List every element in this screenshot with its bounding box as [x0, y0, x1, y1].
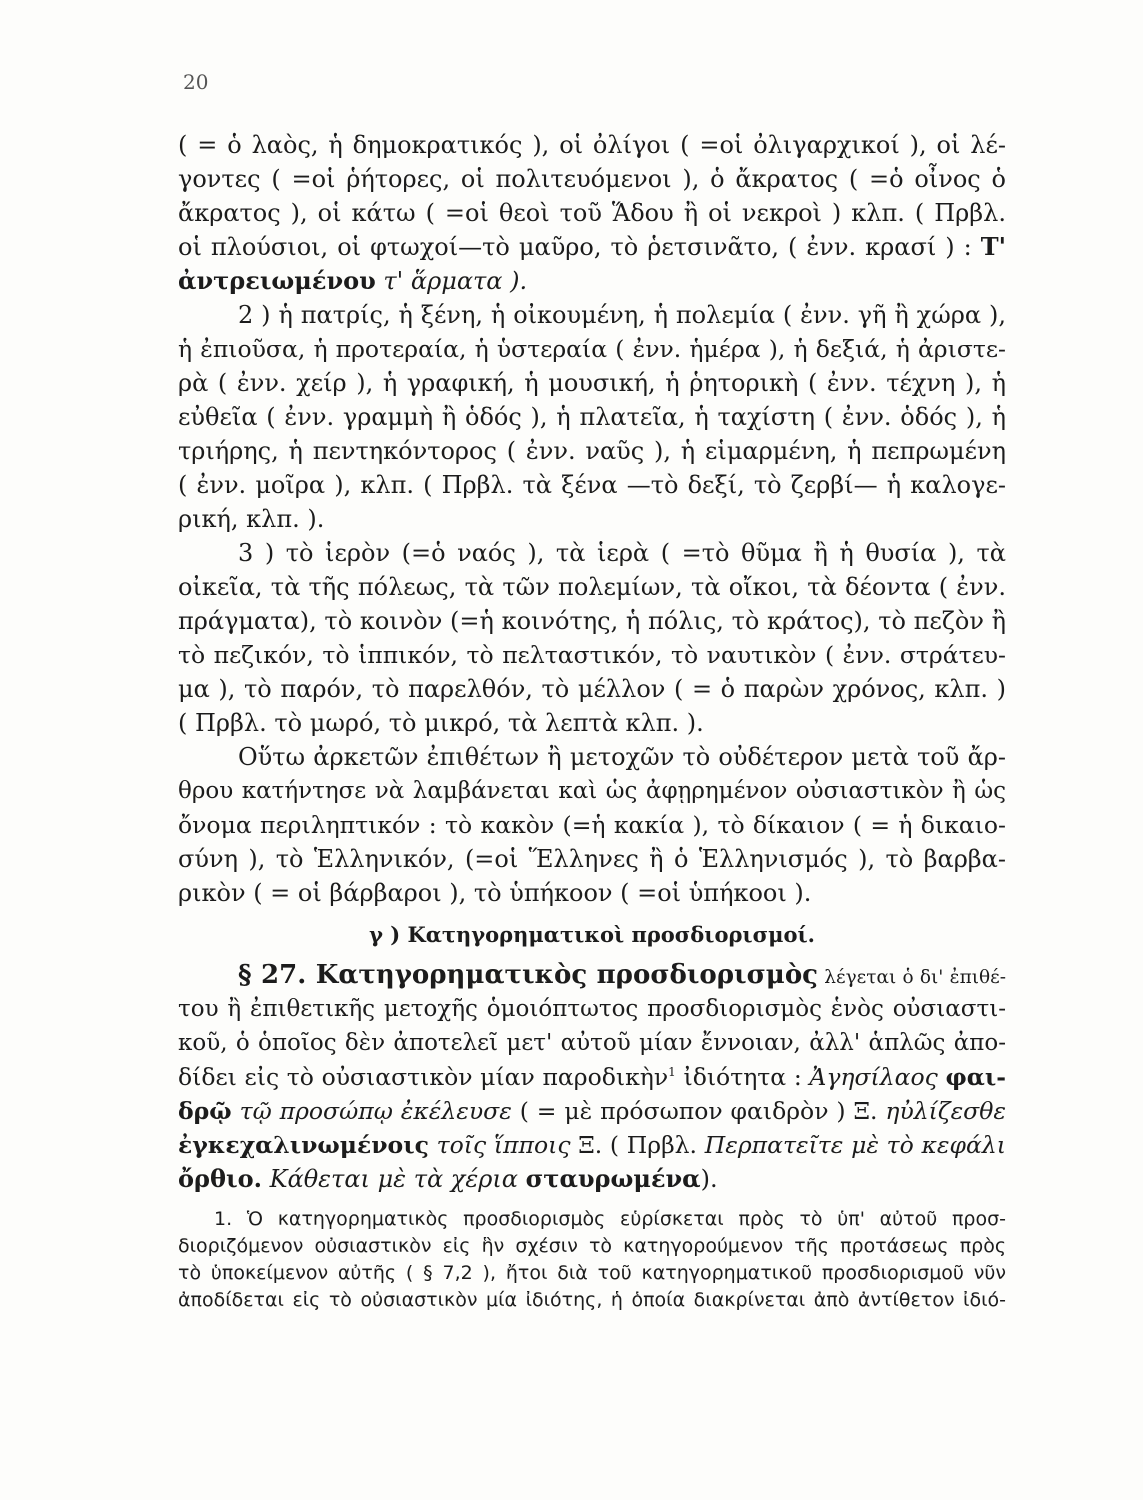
bold-quote: Τ': [980, 232, 1006, 261]
text-line: [178, 230, 1006, 264]
text-line: 3 ) τὸ ἱερὸν (=ὁ ναός ), τὰ ἱερὰ ( =τὸ θῦμα ἢ ἡ θυσία ), τὰ: [238, 539, 1006, 567]
text-line: γοντες ( =οἱ ῥήτορες, οἱ πολιτευόμενοι ), ὁ ἄκρατος ( =ὁ οἶνος ὁ: [178, 165, 1006, 193]
text-line: [178, 1060, 1006, 1094]
text-line: του ἢ ἐπιθετικῆς μετοχῆς ὁμοιόπτωτος προσδιορισμὸς ἑνὸς οὐσιαστι-: [178, 996, 1006, 1022]
text-line: ( ἐνν. μοῖρα ), κλπ. ( Πρβλ. τὰ ξένα —τὸ δεξί, τὸ ζερβί— ἡ καλογε-: [178, 471, 1006, 499]
page-number: 20: [183, 70, 209, 94]
text-line: ρικὸν ( = οἱ βάρβαροι ), τὸ ὑπήκοον ( =οἱ ὑπήκοοι ).: [178, 879, 812, 907]
italic-quote: ηὐλίζεσθε: [885, 1097, 1006, 1125]
bold-quote: σταυρωμένα: [525, 1164, 701, 1193]
text-line: πράγματα), τὸ κοινὸν (=ἡ κοινότης, ἡ πόλις, τὸ κράτος), τὸ πεζὸν ἢ: [178, 607, 1006, 635]
note-line: διοριζόμενον οὐσιαστικὸν εἰς ἣν σχέσιν τὸ κατηγορούμενον τῆς προτάσεως πρὸς: [178, 1235, 1006, 1257]
footnote: [178, 1206, 1006, 1314]
text-line: Οὕτω ἀρκετῶν ἐπιθέτων ἢ μετοχῶν τὸ οὐδέτερον μετὰ τοῦ ἄρ-: [238, 743, 1006, 771]
text-line: ὄνομα περιληπτικόν : τὸ κακὸν (=ἡ κακία ), τὸ δίκαιον ( = ἡ δικαιο-: [178, 811, 1006, 839]
italic-quote: Περπατεῖτε μὲ τὸ κεφάλι: [704, 1131, 1006, 1159]
text-span: λέγεται ὁ δι' ἐπιθέ-: [824, 967, 1006, 988]
note-line: τὸ ὑποκείμενον αὐτῆς ( § 7,2 ), ἤτοι διὰ τοῦ κατηγορηματικοῦ προσδιορισμοῦ νῦν: [178, 1262, 1006, 1284]
text-line: εὐθεῖα ( ἐνν. γραμμὴ ἢ ὁδός ), ἡ πλατεῖα, ἡ ταχίστη ( ἐνν. ὁδός ), ἡ: [178, 403, 1006, 431]
bold-quote: δρῷ: [178, 1097, 232, 1125]
text-span: ).: [700, 1165, 718, 1193]
bold-quote: ἐγκεχαλινωμένοις: [178, 1131, 429, 1159]
text-line: ( Πρβλ. τὸ μωρό, τὸ μικρό, τὰ λεπτὰ κλπ. ).: [178, 709, 704, 737]
text-span: ἰδιότητα :: [683, 1063, 802, 1091]
text-span: Ξ. ( Πρβλ.: [578, 1131, 698, 1159]
text-line: [178, 264, 1006, 298]
text-line: ρική, κλπ. ).: [178, 505, 325, 533]
text-line: κοῦ, ὁ ὁποῖος δὲν ἀποτελεῖ μετ' αὐτοῦ μίαν ἔννοιαν, ἀλλ' ἁπλῶς ἀπο-: [178, 1030, 1006, 1056]
italic-quote: Ἀγησίλαος: [809, 1063, 938, 1091]
text-line: [178, 958, 1006, 992]
bold-quote: φαι-: [945, 1063, 1006, 1091]
text-line: ρὰ ( ἐνν. χείρ ), ἡ γραφική, ἡ μουσική, ἡ ῥητορικὴ ( ἐνν. τέχνη ), ἡ: [178, 369, 1006, 397]
note-line: 1. Ὁ κατηγορηματικὸς προσδιορισμὸς εὑρίσκεται πρὸς τὸ ὑπ' αὐτοῦ προσ-: [214, 1208, 1006, 1230]
footnote-marker: 1: [668, 1065, 676, 1080]
text-line: θρου κατήντησε νὰ λαμβάνεται καὶ ὡς ἀφῃρημένον οὐσιαστικὸν ἢ ὡς: [178, 778, 1006, 804]
text-span: οἱ πλούσιοι, οἱ φτωχοί—τὸ μαῦρο, τὸ ῥετσινᾶτο, ( ἐνν. κρασί ) :: [178, 233, 972, 261]
text-line: ἡ ἐπιοῦσα, ἡ προτεραία, ἡ ὑστεραία ( ἐνν. ἡμέρα ), ἡ δεξιά, ἡ ἀριστε-: [178, 335, 1006, 363]
text-line: μα ), τὸ παρόν, τὸ παρελθόν, τὸ μέλλον ( = ὁ παρὼν χρόνος, κλπ. ): [178, 675, 1006, 703]
text-line: [178, 1162, 1006, 1196]
text-line: οἰκεῖα, τὰ τῆς πόλεως, τὰ τῶν πολεμίων, τὰ οἴκοι, τὰ δέοντα ( ἐνν.: [178, 573, 1006, 601]
page-body: [178, 128, 1006, 1314]
text-line: [178, 1094, 1006, 1128]
text-line: ἄκρατος ), οἱ κάτω ( =οἱ θεοὶ τοῦ Ἅδου ἢ οἱ νεκροὶ ) κλπ. ( Πρβλ.: [178, 199, 1006, 227]
text-line: [178, 1128, 1006, 1162]
section-title: § 27. Κατηγορηματικὸς προσδιορισμὸς: [238, 960, 818, 990]
text-span: δίδει εἰς τὸ οὐσιαστικὸν μίαν παροδικὴν: [178, 1063, 669, 1091]
text-line: 2 ) ἡ πατρίς, ἡ ξένη, ἡ οἰκουμένη, ἡ πολεμία ( ἐνν. γῆ ἢ χώρα ),: [238, 301, 1006, 329]
italic-quote: τ' ἅρματα ).: [383, 267, 528, 295]
text-line: ( = ὁ λαὸς, ἡ δημοκρατικός ), οἱ ὀλίγοι ( =οἱ ὀλιγαρχικοί ), οἱ λέ-: [178, 131, 1006, 159]
text-line: σύνη ), τὸ Ἑλληνικόν, (=οἱ Ἕλληνες ἢ ὁ Ἑλληνισμός ), τὸ βαρβα-: [178, 845, 1006, 873]
section-subheading: γ ) Κατηγορηματικοὶ προσδιορισμοί.: [369, 922, 815, 947]
note-line: ἀποδίδεται εἰς τὸ οὐσιαστικὸν μία ἰδιότης, ἡ ὁποία διακρίνεται ἀπὸ ἀντίθετον ἰδιό-: [178, 1289, 1006, 1311]
bold-quote: ὄρθιο.: [178, 1164, 262, 1193]
text-span: ( = μὲ πρόσωπον φαιδρὸν ) Ξ.: [519, 1097, 878, 1125]
text-line: τὸ πεζικόν, τὸ ἱππικόν, τὸ πελταστικόν, τὸ ναυτικὸν ( ἐνν. στράτευ-: [178, 641, 1006, 669]
italic-quote: Κάθεται μὲ τὰ χέρια: [269, 1165, 518, 1193]
italic-quote: τῷ προσώπῳ ἐκέλευσε: [239, 1097, 512, 1125]
italic-quote: τοῖς ἵπποις: [436, 1131, 571, 1159]
text-line: τριήρης, ἡ πεντηκόντορος ( ἐνν. ναῦς ), ἡ εἱμαρμένη, ἡ πεπρωμένη: [178, 437, 1006, 465]
bold-quote: ἀντρειωμένου: [178, 266, 376, 295]
